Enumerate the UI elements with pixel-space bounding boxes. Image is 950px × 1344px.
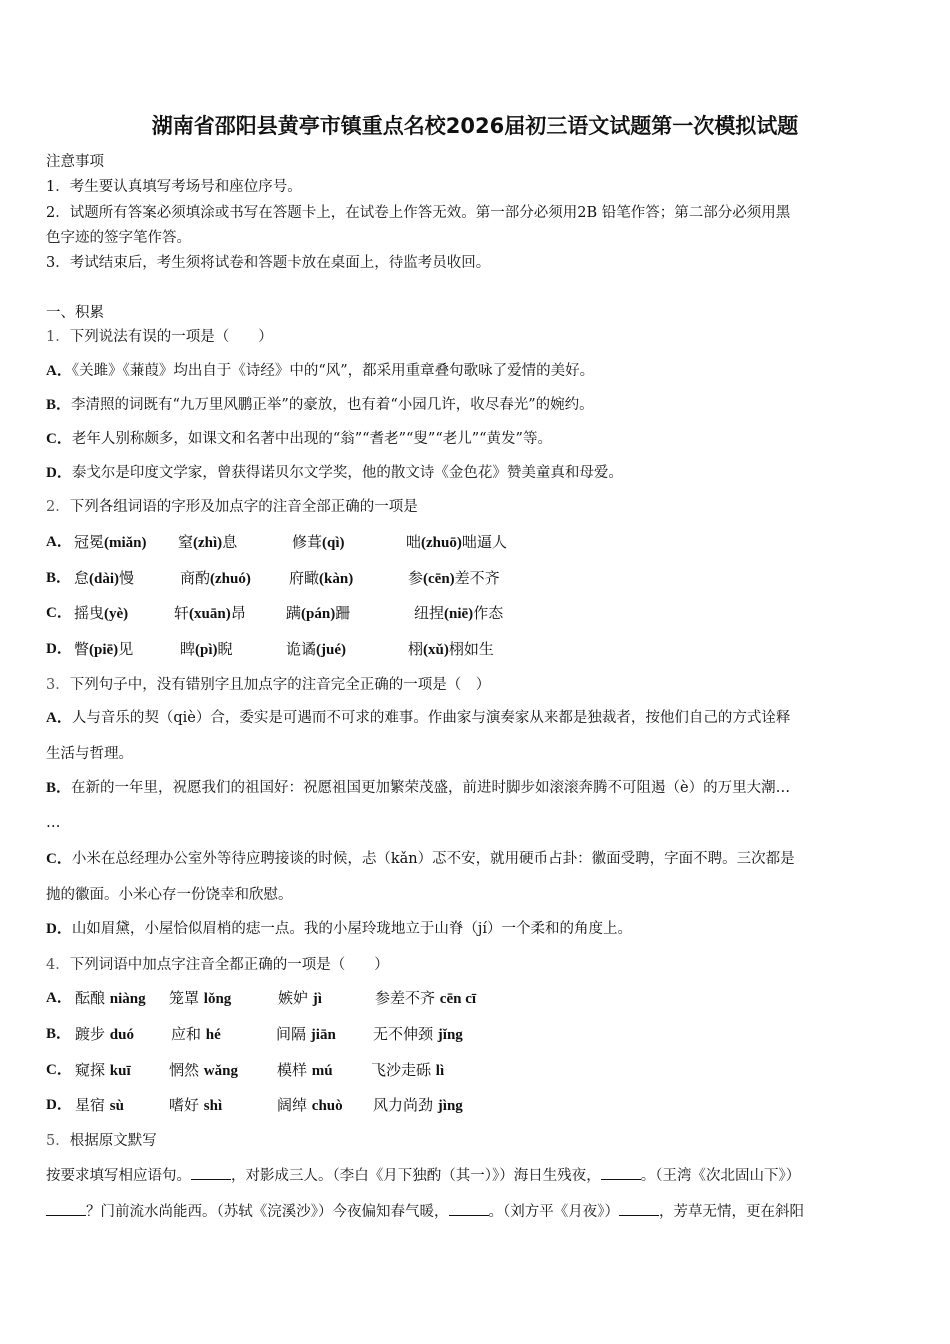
question-number: 3． [46,677,70,693]
word-item: 参差不齐 cēn cī [375,989,477,1007]
word-item: 应和 hé [171,1025,221,1043]
notice-item-2-cont: 色字迹的签字笔作答。 [46,230,191,246]
page-title: 湖南省邵阳县黄亭市镇重点名校2026届初三语文试题第一次模拟试题 [151,114,799,138]
word-item: 星宿 sù [75,1096,124,1114]
fill-blank-5[interactable] [619,1201,659,1216]
word-item: 冠冕(miǎn) [74,533,147,551]
word-item: 嗜好 shì [169,1096,223,1114]
word-item: 嫉妒 jì [278,989,322,1007]
word-item: 府瞰(kàn) [289,569,354,587]
option-label: C． [46,605,72,621]
option-label: A． [46,710,72,726]
question-3-stem [46,675,490,695]
word-item: 风力尚劲 jìng [373,1096,463,1114]
question-text: 下列说法有误的一项是（ ） [69,329,273,345]
word-item: 怠(dài)慢 [74,569,135,587]
word-item: 纽捏(niē)作态 [414,604,504,622]
notice-item-3: 3．考试结束后，考生须将试卷和答题卡放在桌面上，待监考员收回。 [46,255,491,271]
word-item: 窥探 kuī [75,1061,131,1079]
question-number: 5． [46,1133,70,1149]
word-item: 笼罩 lǒng [169,989,232,1007]
q3-option-c-cont: 抛的徽面。小米心存一份饶幸和欣慰。 [46,887,293,903]
word-item: 诡谲(jué) [286,640,347,658]
option-text: 人与音乐的契（qiè）合，委实是可遇而不可求的难事。作曲家与演奏家从来都是独裁者，按他们自己的方式诠释 [71,710,791,726]
word-item: 惘然 wǎng [169,1061,238,1079]
q3-option-a-cont: 生活与哲理。 [46,746,133,762]
option-label: A． [46,534,72,550]
question-4-stem [46,955,389,975]
option-label: C． [46,1062,72,1078]
word-item: 修葺(qì) [292,533,345,551]
q3-option-c [46,849,795,869]
fill-blank-4[interactable] [449,1201,489,1216]
question-number: 2． [46,499,70,515]
option-label: C． [46,851,72,867]
option-label: D． [46,641,72,657]
q5-text: ？门前流水尚能西。（苏轼《浣溪沙》）今夜偏知春气暖， [86,1204,449,1220]
q5-text: 。（刘方平《月夜》） [488,1204,619,1220]
word-item: 蹒(pán)跚 [286,604,351,622]
question-2-stem [46,497,418,517]
q1-option-b [46,395,594,415]
option-label: D． [46,465,72,481]
question-number: 1． [46,329,70,345]
word-item: 瞥(piē)见 [74,640,134,658]
question-5-stem [46,1131,157,1151]
notice-item-1: 1．考生要认真填写考场号和座位序号。 [46,179,302,195]
question-text: 根据原文默写 [69,1133,157,1149]
option-label: A． [46,363,72,379]
notice-heading: 注意事项 [46,154,104,170]
question-1-stem [46,327,273,347]
q3-option-b [46,778,790,798]
word-item: 飞沙走砾 lì [371,1061,445,1079]
fill-blank-3[interactable] [46,1201,86,1216]
word-item: 参(cēn)差不齐 [408,569,500,587]
word-item: 酝酿 niàng [75,989,146,1007]
q5-text: 。（王湾《次北固山下》） [640,1168,801,1184]
q5-text: 按要求填写相应语句。 [46,1168,191,1184]
option-text: 小米在总经理办公室外等待应聘接谈的时候，忐（kǎn）忑不安，就用硬币占卦：徽面受聘，字面不聘。三次都是 [71,851,795,867]
option-label: B． [46,1026,72,1042]
option-text: 在新的一年里，祝愿我们的祖国好：祝愿祖国更加繁荣茂盛，前进时脚步如滚滚奔腾不可阻遏（è）的万里大潮… [71,780,791,796]
question-text: 下列句子中，没有错别字且加点字的注音完全正确的一项是（ ） [69,677,491,693]
word-item: 咄(zhuō)咄逼人 [406,533,507,551]
word-item: 栩(xǔ)栩如生 [408,640,494,658]
q3-option-d [46,919,632,939]
option-label: C． [46,431,72,447]
option-label: D． [46,1097,72,1113]
option-text: 李清照的词既有“九万里风鹏正举”的豪放，也有着“小园几许，收尽春光”的婉约。 [71,397,594,413]
word-item: 睥(pì)睨 [180,640,233,658]
option-text: 山如眉黛，小屋恰似眉梢的痣一点。我的小屋玲珑地立于山脊（jí）一个柔和的角度上。 [71,921,632,937]
fill-blank-1[interactable] [191,1165,231,1180]
word-item: 无不伸颈 jǐng [373,1025,463,1043]
option-label: A． [46,990,72,1006]
q5-line-2 [46,1201,804,1222]
section-heading: 一、积累 [46,305,104,321]
q3-option-b-cont: … [46,815,61,831]
word-item: 间隔 jiān [276,1025,336,1043]
notice-item-2: 2．试题所有答案必须填涂或书写在答题卡上，在试卷上作答无效。第一部分必须用2B 铅笔作答；第二部分必须用黑 [46,205,791,221]
question-text: 下列各组词语的字形及加点字的注音全部正确的一项是 [69,499,418,515]
option-text: 泰戈尔是印度文学家，曾获得诺贝尔文学奖，他的散文诗《金色花》赞美童真和母爱。 [71,465,623,481]
question-number: 4． [46,957,70,973]
word-item: 阔绰 chuò [277,1096,343,1114]
fill-blank-2[interactable] [601,1165,641,1180]
option-label: B． [46,570,72,586]
option-text: 《关雎》《蒹葭》均出自于《诗经》中的“风”，都采用重章叠句歌咏了爱情的美好。 [71,363,595,379]
option-label: B． [46,780,72,796]
q5-text: ，对影成三人。（李白《月下独酌（其一）》）海日生残夜， [231,1168,601,1184]
q1-option-d [46,463,623,483]
q5-line-1 [46,1165,800,1186]
question-text: 下列词语中加点字注音全都正确的一项是（ ） [69,957,389,973]
q1-option-a [46,361,594,381]
word-item: 商酌(zhuó) [180,569,251,587]
option-label: B． [46,397,72,413]
q1-option-c [46,429,552,449]
word-item: 摇曳(yè) [74,604,129,622]
option-text: 老年人别称颇多，如课文和名著中出现的“翁”“耆老”“叟”“老儿”“黄发”等。 [71,431,552,447]
option-label: D． [46,921,72,937]
word-item: 模样 mú [277,1061,333,1079]
q5-text: ，芳草无情，更在斜阳 [659,1204,804,1220]
word-item: 踱步 duó [75,1025,134,1043]
q3-option-a [46,708,790,728]
word-item: 窒(zhì)息 [178,533,238,551]
word-item: 轩(xuān)昂 [174,604,246,622]
